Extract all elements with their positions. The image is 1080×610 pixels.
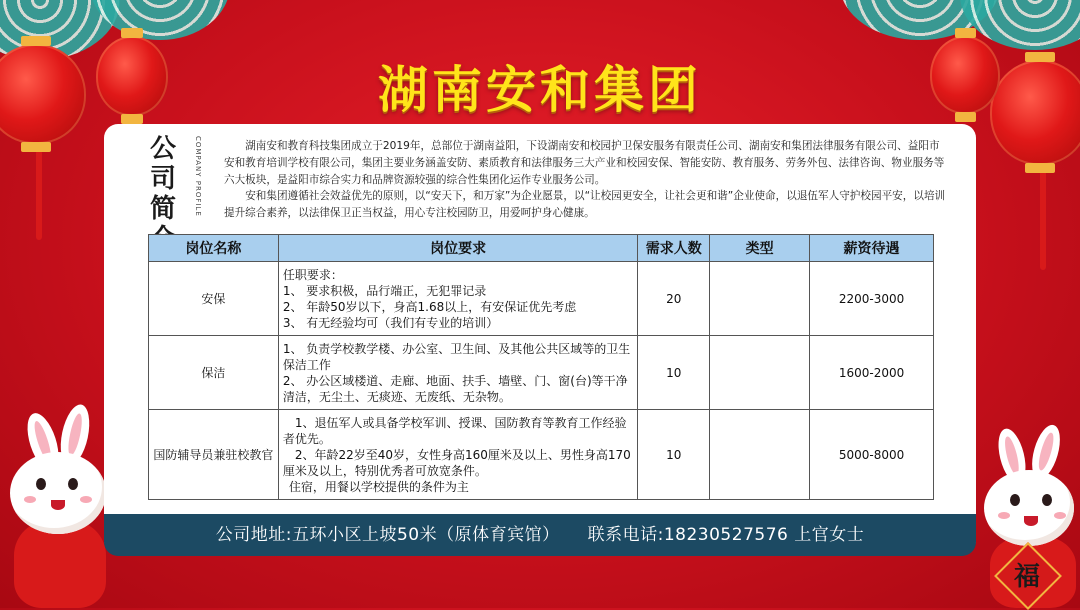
cell-position: 国防辅导员兼驻校教官 [149, 410, 279, 500]
lantern-tassel-right [1040, 170, 1046, 270]
cell-count: 10 [638, 410, 710, 500]
job-table [148, 234, 934, 500]
rabbit-mouth [51, 500, 65, 510]
col-header-count: 需求人数 [638, 235, 710, 262]
contact-bar [104, 514, 976, 556]
intro-paragraph: 安和集团遵循社会效益优先的原则，以“安天下，和万家”为企业愿景，以“让校园更安全，让社会更和谐”企业使命，以退伍军人守护校园平安，以培训提升综合素养，以法律保卫正当权益，用心专注校园防卫，用爱呵护身心健康。 [224, 190, 946, 220]
cell-count: 20 [638, 262, 710, 336]
col-header-type: 类型 [710, 235, 810, 262]
cell-requirements [278, 410, 638, 500]
rabbit-cheek [24, 496, 36, 503]
requirement-line: 住宿，用餐以学校提供的条件为主 [288, 479, 469, 494]
cell-position: 安保 [149, 262, 279, 336]
cell-salary: 1600-2000 [810, 336, 934, 410]
requirement-line: 1、 要求积极，品行端正，无犯罪记录 [282, 283, 487, 298]
rabbit-cheek [80, 496, 92, 503]
company-profile-logo [150, 134, 206, 230]
requirement-line: 3、 有无经验均可（我们有专业的培训） [282, 315, 499, 330]
table-row [149, 336, 934, 410]
contact-phone: 联系电话:18230527576 上官女士 [587, 525, 865, 545]
cell-position: 保洁 [149, 336, 279, 410]
content-card [104, 124, 976, 554]
requirement-line: 1、 负责学校教学楼、办公室、卫生间、及其他公共区域等的卫生保洁工作 [282, 341, 631, 372]
table-row [149, 410, 934, 500]
table-header-row [149, 235, 934, 262]
cell-type [710, 336, 810, 410]
requirement-line: 1、退伍军人或具备学校军训、授课、国防教育等教育工作经验者优先。 [282, 415, 627, 446]
rabbit-eye [36, 478, 46, 490]
col-header-salary: 薪资待遇 [810, 235, 934, 262]
rabbit-eye [1010, 494, 1020, 506]
cloud-pattern-center [90, 0, 230, 40]
requirement-line: 任职要求： [282, 267, 343, 282]
lantern-tassel-left [36, 150, 42, 240]
page-title: 湖南安和集团 [378, 61, 702, 119]
rabbit-cheek [998, 512, 1010, 519]
intro-paragraph: 湖南安和教育科技集团成立于2019年，总部位于湖南益阳，下设湖南安和校园护卫保安服务有限责任公司、湖南安和集团法律服务有限公司、益阳市安和教育培训学校有限公司，集团主要业务涵盖安防、素质教育和法律服务三大产业和校园安保、智能安防、教育服务、劳务外包、法律咨询、物业服务等六大板块，是益阳市综合实力和品牌资源较强的综合性集团化运作专业服务公司。 [224, 140, 945, 186]
col-header-requirements: 岗位要求 [278, 235, 638, 262]
cell-requirements [278, 262, 638, 336]
cell-requirements [278, 336, 638, 410]
company-address: 公司地址:五环小区上坡50米（原体育宾馆） [215, 525, 560, 545]
requirement-line: 2、 办公区域楼道、走廊、地面、扶手、墙壁、门、窗(台)等干净清洁，无尘土、无痰迹、无废纸、无杂物。 [282, 373, 628, 404]
logo-subtext: COMPANY PROFILE [194, 136, 202, 217]
rabbit-eye [1042, 494, 1052, 506]
fu-character: 福 [1013, 562, 1040, 592]
cell-salary: 5000-8000 [810, 410, 934, 500]
rabbit-eye [68, 478, 78, 490]
requirement-line: 2、年龄22岁至40岁，女性身高160厘米及以上、男性身高170厘米及以上，特别优秀者可放宽条件。 [282, 447, 631, 478]
table-row [149, 262, 934, 336]
col-header-position: 岗位名称 [149, 235, 279, 262]
rabbit-left-icon [10, 452, 106, 534]
cell-count: 10 [638, 336, 710, 410]
logo-text: 公司简 [150, 134, 177, 224]
cell-type [710, 410, 810, 500]
cell-salary: 2200-3000 [810, 262, 934, 336]
rabbit-cheek [1054, 512, 1066, 519]
requirement-line: 2、 年龄50岁以下，身高1.68以上，有安保证优先考虑 [282, 299, 577, 314]
cell-type [710, 262, 810, 336]
rabbit-mouth [1024, 516, 1038, 526]
rabbit-right-icon [984, 470, 1074, 546]
company-intro [224, 138, 946, 222]
